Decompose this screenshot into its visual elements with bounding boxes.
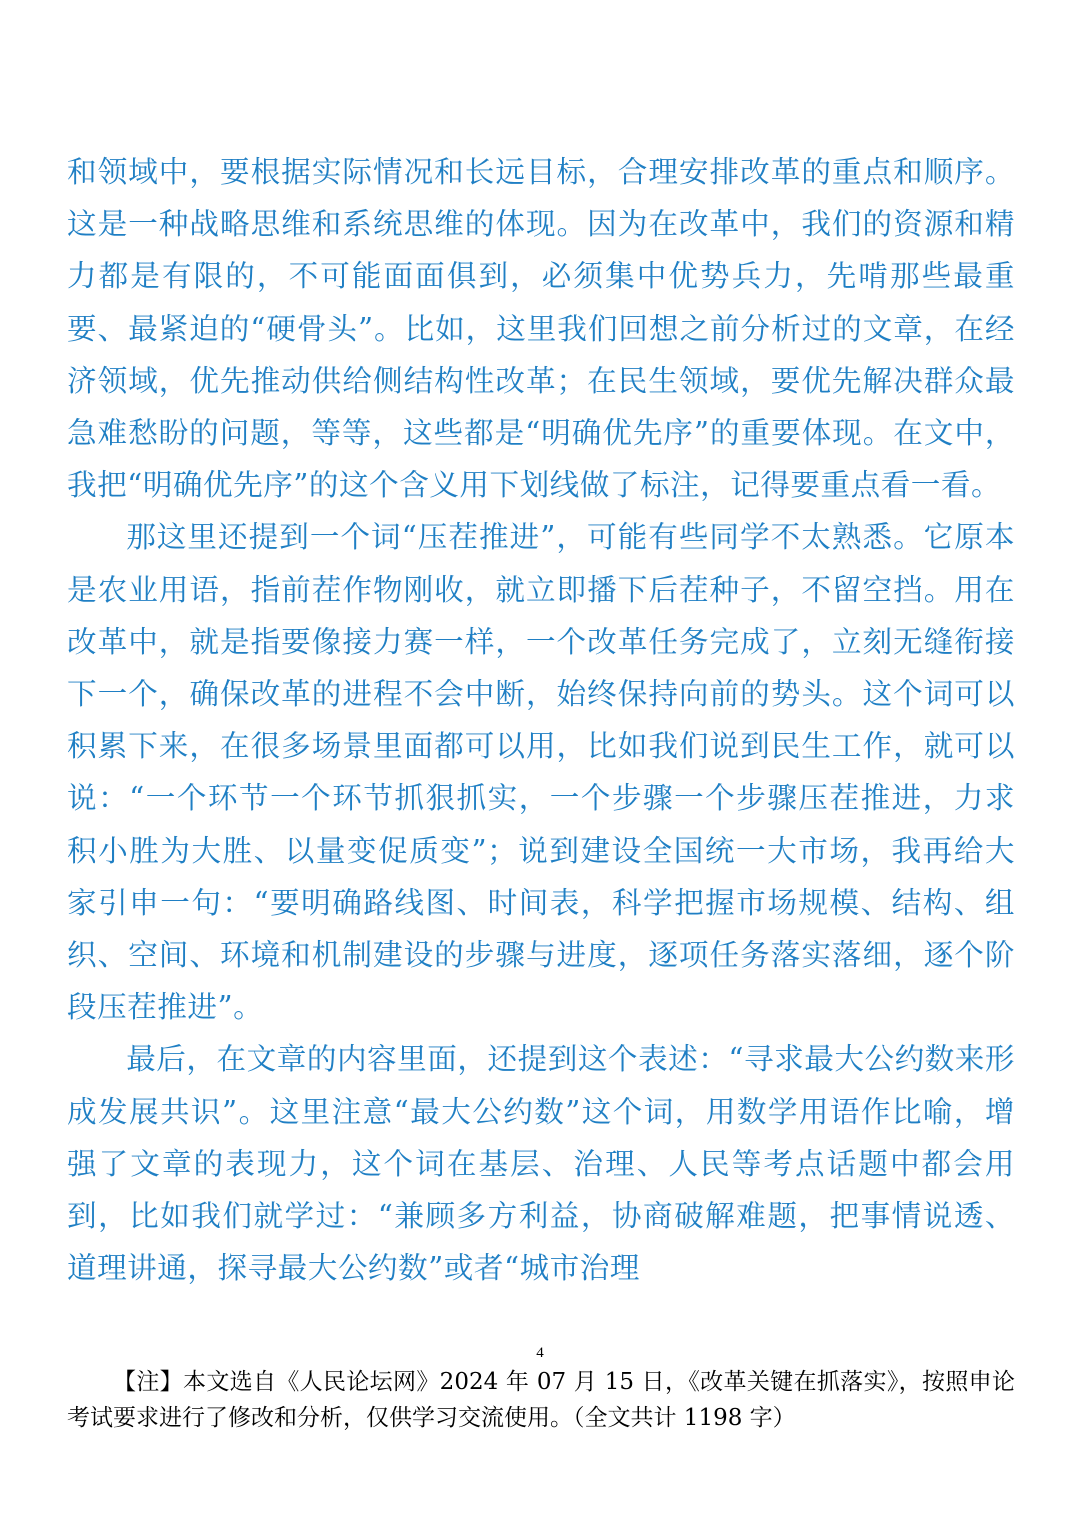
article-body <box>67 146 1015 1294</box>
paragraph-yacha-tuijin: 那这里还提到一个词“压茬推进”，可能有些同学不太熟悉。它原本是农业用语，指前茬作物刚收，就立即播下后茬种子，不留空挡。用在改革中，就是指要像接力赛一样，一个改革任务完成了，立刻无缝衔接下一个，确保改革的进程不会中断，始终保持向前的势头。这个词可以积累下来，在很多场景里面都可以用，比如我们说到民生工作，就可以说：“一个环节一个环节抓狠抓实，一个步骤一个步骤压茬推进，力求积小胜为大胜、以量变促质变”；说到建设全国统一大市场，我再给大家引申一句：“要明确路线图、时间表，科学把握市场规模、结构、组织、空间、环境和机制建设的步骤与进度，逐项任务落实落细，逐个阶段压茬推进”。 <box>67 520 1015 1025</box>
footnote <box>67 1364 1015 1436</box>
paragraph-zuida-gongyueshu: 最后，在文章的内容里面，还提到这个表述：“寻求最大公约数来形成发展共识”。这里注意“最大公约数”这个词，用数学用语作比喻，增强了文章的表现力，这个词在基层、治理、人民等考点话题中都会用到，比如我们就学过：“兼顾多方利益，协商破解难题，把事情说透、道理讲通，探寻最大公约数”或者“城市治理 <box>67 1042 1015 1286</box>
footnote-text: 【注】本文选自《人民论坛网》2024 年 07 月 15 日，《改革关键在抓落实》，按照申论考试要求进行了修改和分析，仅供学习交流使用。（全文共计 1198 字） <box>67 1369 1015 1431</box>
paragraph-continuation: 和领域中，要根据实际情况和长远目标，合理安排改革的重点和顺序。这是一种战略思维和系统思维的体现。因为在改革中，我们的资源和精力都是有限的，不可能面面俱到，必须集中优势兵力，先啃那些最重要、最紧迫的“硬骨头”。比如，这里我们回想之前分析过的文章，在经济领域，优先推动供给侧结构性改革；在民生领域，要优先解决群众最急难愁盼的问题，等等，这些都是“明确优先序”的重要体现。在文中，我把“明确优先序”的这个含义用下划线做了标注，记得要重点看一看。 <box>67 155 1015 503</box>
page-number: 4 <box>536 1345 544 1361</box>
